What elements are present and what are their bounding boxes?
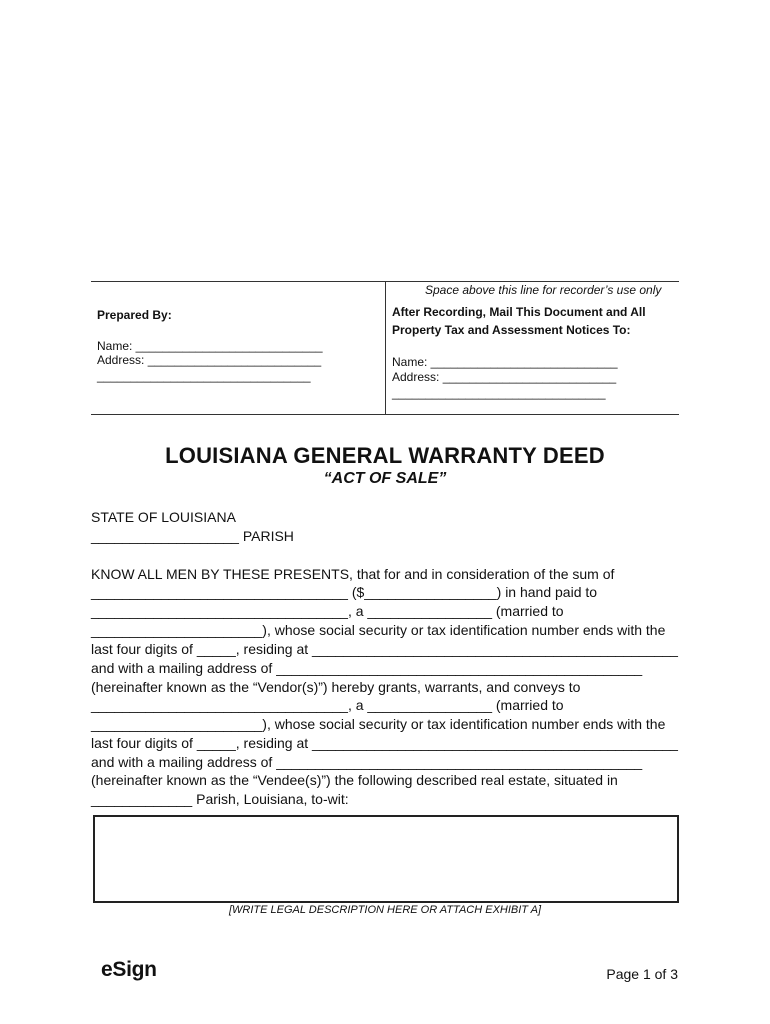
document-title: LOUISIANA GENERAL WARRANTY DEED bbox=[165, 443, 605, 468]
body-line[interactable]: ______________________), whose social security or tax identification number ends with the bbox=[91, 622, 666, 638]
state-label: STATE OF LOUISIANA bbox=[91, 509, 236, 525]
body-line[interactable]: _________________________________, a ________________ (married to bbox=[91, 697, 564, 713]
recorder-use-note: Space above this line for recorder’s use only bbox=[425, 283, 662, 297]
body-line[interactable]: _____________ Parish, Louisiana, to-wit: bbox=[91, 791, 349, 807]
body-line[interactable]: last four digits of _____, residing at _______________________________________________ bbox=[91, 641, 678, 657]
body-line[interactable]: ______________________), whose social security or tax identification number ends with the bbox=[91, 716, 666, 732]
body-line[interactable]: and with a mailing address of _______________________________________________ bbox=[91, 660, 643, 676]
mail-to-address-extra-field[interactable]: ________________________________ bbox=[392, 386, 606, 400]
body-line: (hereinafter known as the “Vendor(s)”) hereby grants, warrants, and conveys to bbox=[91, 679, 581, 695]
legal-description-box[interactable] bbox=[93, 815, 679, 903]
body-line[interactable]: and with a mailing address of _______________________________________________ bbox=[91, 754, 643, 770]
body-line: (hereinafter known as the “Vendee(s)”) the following described real estate, situated in bbox=[91, 772, 618, 788]
body-line[interactable]: _________________________________, a ________________ (married to bbox=[91, 603, 564, 619]
body-line[interactable]: last four digits of _____, residing at _______________________________________________ bbox=[91, 735, 678, 751]
prepared-by-heading: Prepared By: bbox=[97, 308, 172, 322]
body-line: KNOW ALL MEN BY THESE PRESENTS, that for and in consideration of the sum of bbox=[91, 566, 615, 582]
body-line[interactable]: _________________________________ ($_________________) in hand paid to bbox=[91, 584, 598, 600]
mail-to-name-field[interactable]: Name: ____________________________ bbox=[392, 355, 618, 369]
mail-to-address-field[interactable]: Address: __________________________ bbox=[392, 370, 617, 384]
mail-to-heading-line-1: After Recording, Mail This Document and All bbox=[392, 305, 646, 319]
esign-logo: eSign bbox=[101, 958, 157, 981]
recorder-bottom-rule bbox=[91, 414, 679, 415]
document-subtitle: “ACT OF SALE” bbox=[323, 470, 447, 487]
legal-description-caption: [WRITE LEGAL DESCRIPTION HERE OR ATTACH EXHIBIT A] bbox=[228, 904, 542, 916]
prepared-by-name-field[interactable]: Name: ____________________________ bbox=[97, 339, 323, 353]
prepared-by-address-extra-field[interactable]: ________________________________ bbox=[97, 369, 311, 383]
parish-field[interactable]: ___________________ PARISH bbox=[91, 528, 294, 544]
recorder-column-divider bbox=[385, 281, 386, 414]
mail-to-heading-line-2: Property Tax and Assessment Notices To: bbox=[392, 323, 631, 337]
page-number: Page 1 of 3 bbox=[606, 966, 678, 982]
prepared-by-address-field[interactable]: Address: __________________________ bbox=[97, 353, 322, 367]
